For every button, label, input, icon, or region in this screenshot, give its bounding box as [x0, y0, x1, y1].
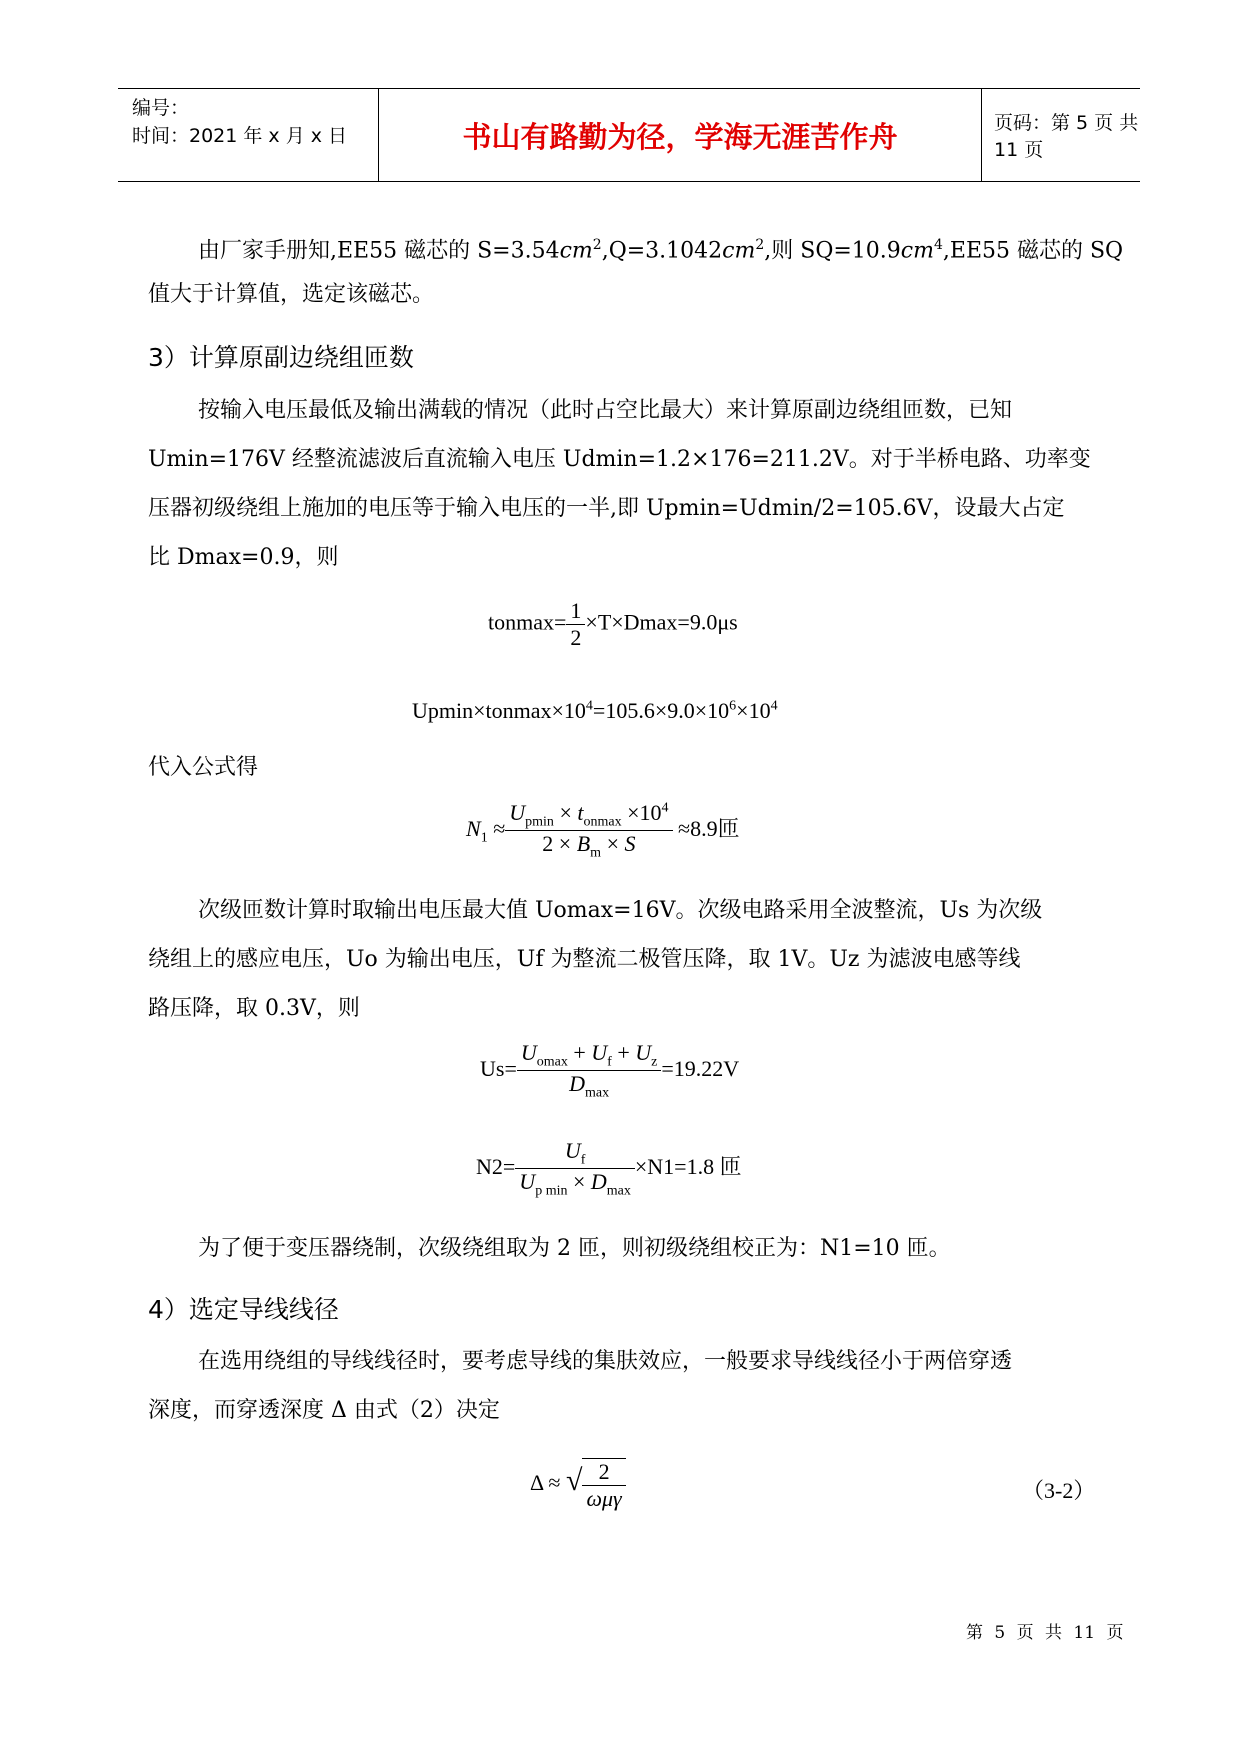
- equation-number-3-2: （3-2）: [1022, 1478, 1096, 1503]
- header-motto: 书山有路勤为径，学海无涯苦作舟: [378, 89, 982, 181]
- equation-n1: $N_1$ ≈ $\frac{U_{pmin} \times t_{onmax} \times 10^4}{2 \times B_m \times S}$ ≈8.9匝: [466, 800, 740, 861]
- equation-upmin-product: $Upmin\times tonmax\times 10^4=105.6\times 9.0\times 10^6\times 10^4$: [412, 698, 778, 723]
- paragraph-2-line-3: 压器初级绕组上施加的电压等于输入电压的一半,即 Upmin=Udmin/2=105.6V，设最大占定: [148, 496, 1065, 521]
- paragraph-6-line-1: 在选用绕组的导线线径时，要考虑导线的集肤效应，一般要求导线线径小于两倍穿透: [198, 1349, 1013, 1374]
- header-meta: [118, 89, 378, 181]
- paragraph-1-line-1: 由厂家手册知,EE55 磁芯的 $S=3.54cm^2,Q=3.1042cm^2$,则 $SQ=10.9cm^4,EE55$ 磁芯的 SQ: [198, 237, 1124, 264]
- section-heading-4: 4）选定导线线径: [148, 1295, 339, 1324]
- page-footer: 第 5 页 共 11 页: [966, 1623, 1124, 1643]
- equation-us: Us= $\frac{U_{omax} + U_f + U_z}{D_{max}}$ =19.22V: [480, 1040, 740, 1101]
- header-number: 编号：: [132, 97, 190, 119]
- paragraph-4-line-1: 次级匝数计算时取输出电压最大值 Uomax=16V。次级电路采用全波整流，Us 为次级: [198, 898, 1043, 923]
- header-page-info: 页码：第 5 页 共 11 页: [994, 112, 1139, 161]
- paragraph-6-line-2: 深度，而穿透深度 Δ 由式（2）决定: [148, 1398, 500, 1423]
- equation-tonmax: tonmax= $\frac{1}{2}$ ×T×Dmax=9.0μs: [488, 598, 738, 650]
- paragraph-5: 为了便于变压器绕制，次级绕组取为 2 匝，则初级绕组校正为：N1=10 匝。: [198, 1236, 951, 1261]
- equation-n2: N2= $\frac{U_f}{U_{p min} \times D_{max}}$ ×N1=1.8 匝: [476, 1138, 742, 1199]
- section-heading-3: 3）计算原副边绕组匝数: [148, 343, 414, 372]
- paragraph-2-line-1: 按输入电压最低及输出满载的情况（此时占空比最大）来计算原副边绕组匝数，已知: [198, 398, 1013, 423]
- paragraph-1-line-2: 值大于计算值，选定该磁芯。: [148, 282, 435, 307]
- paragraph-2-line-4: 比 Dmax=0.9，则: [148, 545, 339, 570]
- paragraph-3: 代入公式得: [148, 755, 259, 780]
- header-time: 时间：2021 年 x 月 x 日: [132, 125, 348, 147]
- paragraph-4-line-2: 绕组上的感应电压，Uo 为输出电压，Uf 为整流二极管压降，取 1V。Uz 为滤波电感等线: [148, 947, 1021, 972]
- page-header: [118, 88, 1140, 182]
- equation-delta: Δ ≈ √ $\frac{2}{\text{ωμγ}}$: [530, 1458, 626, 1512]
- paragraph-4-line-3: 路压降，取 0.3V，则: [148, 996, 360, 1021]
- paragraph-2-line-2: Umin=176V 经整流滤波后直流输入电压 Udmin=1.2×176=211.2V。对于半桥电路、功率变: [148, 447, 1091, 472]
